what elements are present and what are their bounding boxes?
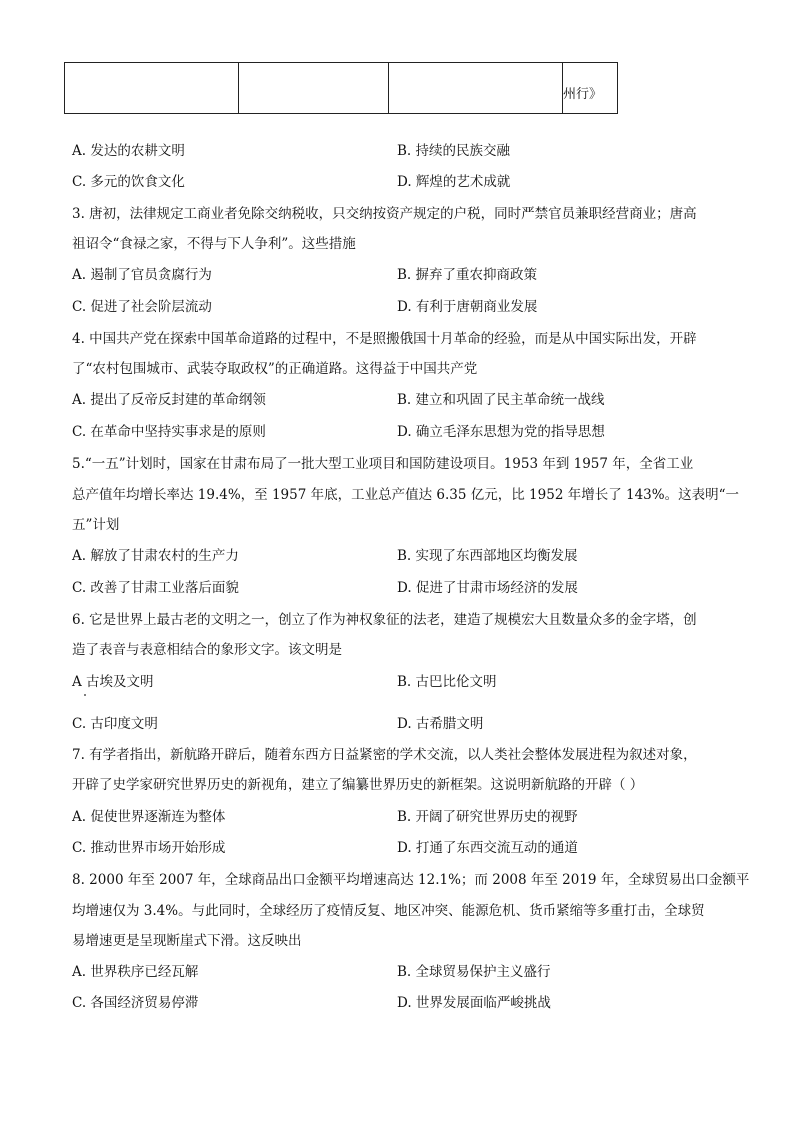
q2-option-a: A. 发达的农耕文明 [72,143,185,159]
q5-stem-line-3: 五”计划 [72,517,120,533]
table-cell [65,63,239,114]
q4-option-a: A. 提出了反帝反封建的革命纲领 [72,392,266,408]
table-cell-text: 州行》 [563,63,618,114]
q8-stem-line-1: 8. 2000 年至 2007 年，全球商品出口金额平均增速高达 12.1%；而 2008 年至 2019 年，全球贸易出口金额平 [72,872,750,888]
q6-stem-line-2: 造了表音与表意相结合的象形文字。该文明是 [72,642,342,658]
q7-stem-line-1: 7. 有学者指出，新航路开辟后，随着东西方日益紧密的学术交流，以人类社会整体发展进程为叙述对象， [72,747,697,763]
q6-stem-line-1: 6. 它是世界上最古老的文明之一，创立了作为神权象征的法老，建造了规模宏大且数量众多的金字塔，创 [72,612,697,628]
q3-option-c: C. 促进了社会阶层流动 [72,299,212,315]
q5-option-c: C. 改善了甘肃工业落后面貌 [72,580,239,596]
q6-option-c: C. 古印度文明 [72,716,158,732]
q8-option-b: B. 全球贸易保护主义盛行 [397,964,551,980]
q2-option-d: D. 辉煌的艺术成就 [397,174,511,190]
q5-stem-line-2: 总产值年均增长率达 19.4%，至 1957 年底，工业总产值达 6.35 亿元，比 1952 年增长了 143%。这表明“一 [72,487,739,503]
q3-option-b: B. 摒弃了重农抑商政策 [397,267,538,283]
q6-option-a: A 古埃及文明 [72,674,154,690]
q4-option-b: B. 建立和巩固了民主革命统一战线 [397,392,605,408]
q5-option-d: D. 促进了甘肃市场经济的发展 [397,580,578,596]
q5-option-b: B. 实现了东西部地区均衡发展 [397,548,578,564]
q3-stem-line-2: 祖诏令“食禄之家，不得与下人争利”。这些措施 [72,236,356,252]
q8-option-d: D. 世界发展面临严峻挑战 [397,995,551,1011]
q7-stem-line-2: 开辟了史学家研究世界历史的新视角，建立了编纂世界历史的新框架。这说明新航路的开辟（ ） [72,777,644,793]
stray-dot [84,694,86,696]
q5-option-a: A. 解放了甘肃农村的生产力 [72,548,239,564]
q3-stem-line-1: 3. 唐初，法律规定工商业者免除交纳税收，只交纳按资产规定的户税，同时严禁官员兼职经营商业；唐高 [72,206,697,222]
table-cell [389,63,563,114]
q6-option-b: B. 古巴比伦文明 [397,674,497,690]
q5-stem-line-1: 5.“一五”计划时，国家在甘肃布局了一批大型工业项目和国防建设项目。1953 年到 1957 年，全省工业 [72,456,694,472]
table-fragment [64,62,618,114]
q3-option-d: D. 有利于唐朝商业发展 [397,299,538,315]
q4-option-d: D. 确立毛泽东思想为党的指导思想 [397,424,605,440]
q8-stem-line-2: 均增速仅为 3.4%。与此同时，全球经历了疫情反复、地区冲突、能源危机、货币紧缩等多重打击，全球贸 [72,903,705,919]
q2-option-c: C. 多元的饮食文化 [72,174,185,190]
q4-stem-line-1: 4. 中国共产党在探索中国革命道路的过程中，不是照搬俄国十月革命的经验，而是从中国实际出发，开辟 [72,331,697,347]
q7-option-b: B. 开阔了研究世界历史的视野 [397,809,578,825]
q3-option-a: A. 遏制了官员贪腐行为 [72,267,212,283]
q2-option-b: B. 持续的民族交融 [397,143,511,159]
table-cell [239,63,389,114]
q8-stem-line-3: 易增速更是呈现断崖式下滑。这反映出 [72,933,302,949]
q4-option-c: C. 在革命中坚持实事求是的原则 [72,424,266,440]
q6-option-d: D. 古希腊文明 [397,716,484,732]
q8-option-a: A. 世界秩序已经瓦解 [72,964,199,980]
q4-stem-line-2: 了“农村包围城市、武装夺取政权”的正确道路。这得益于中国共产党 [72,361,478,377]
q7-option-c: C. 推动世界市场开始形成 [72,840,226,856]
q8-option-c: C. 各国经济贸易停滞 [72,995,199,1011]
q7-option-a: A. 促使世界逐渐连为整体 [72,809,226,825]
q7-option-d: D. 打通了东西交流互动的通道 [397,840,578,856]
